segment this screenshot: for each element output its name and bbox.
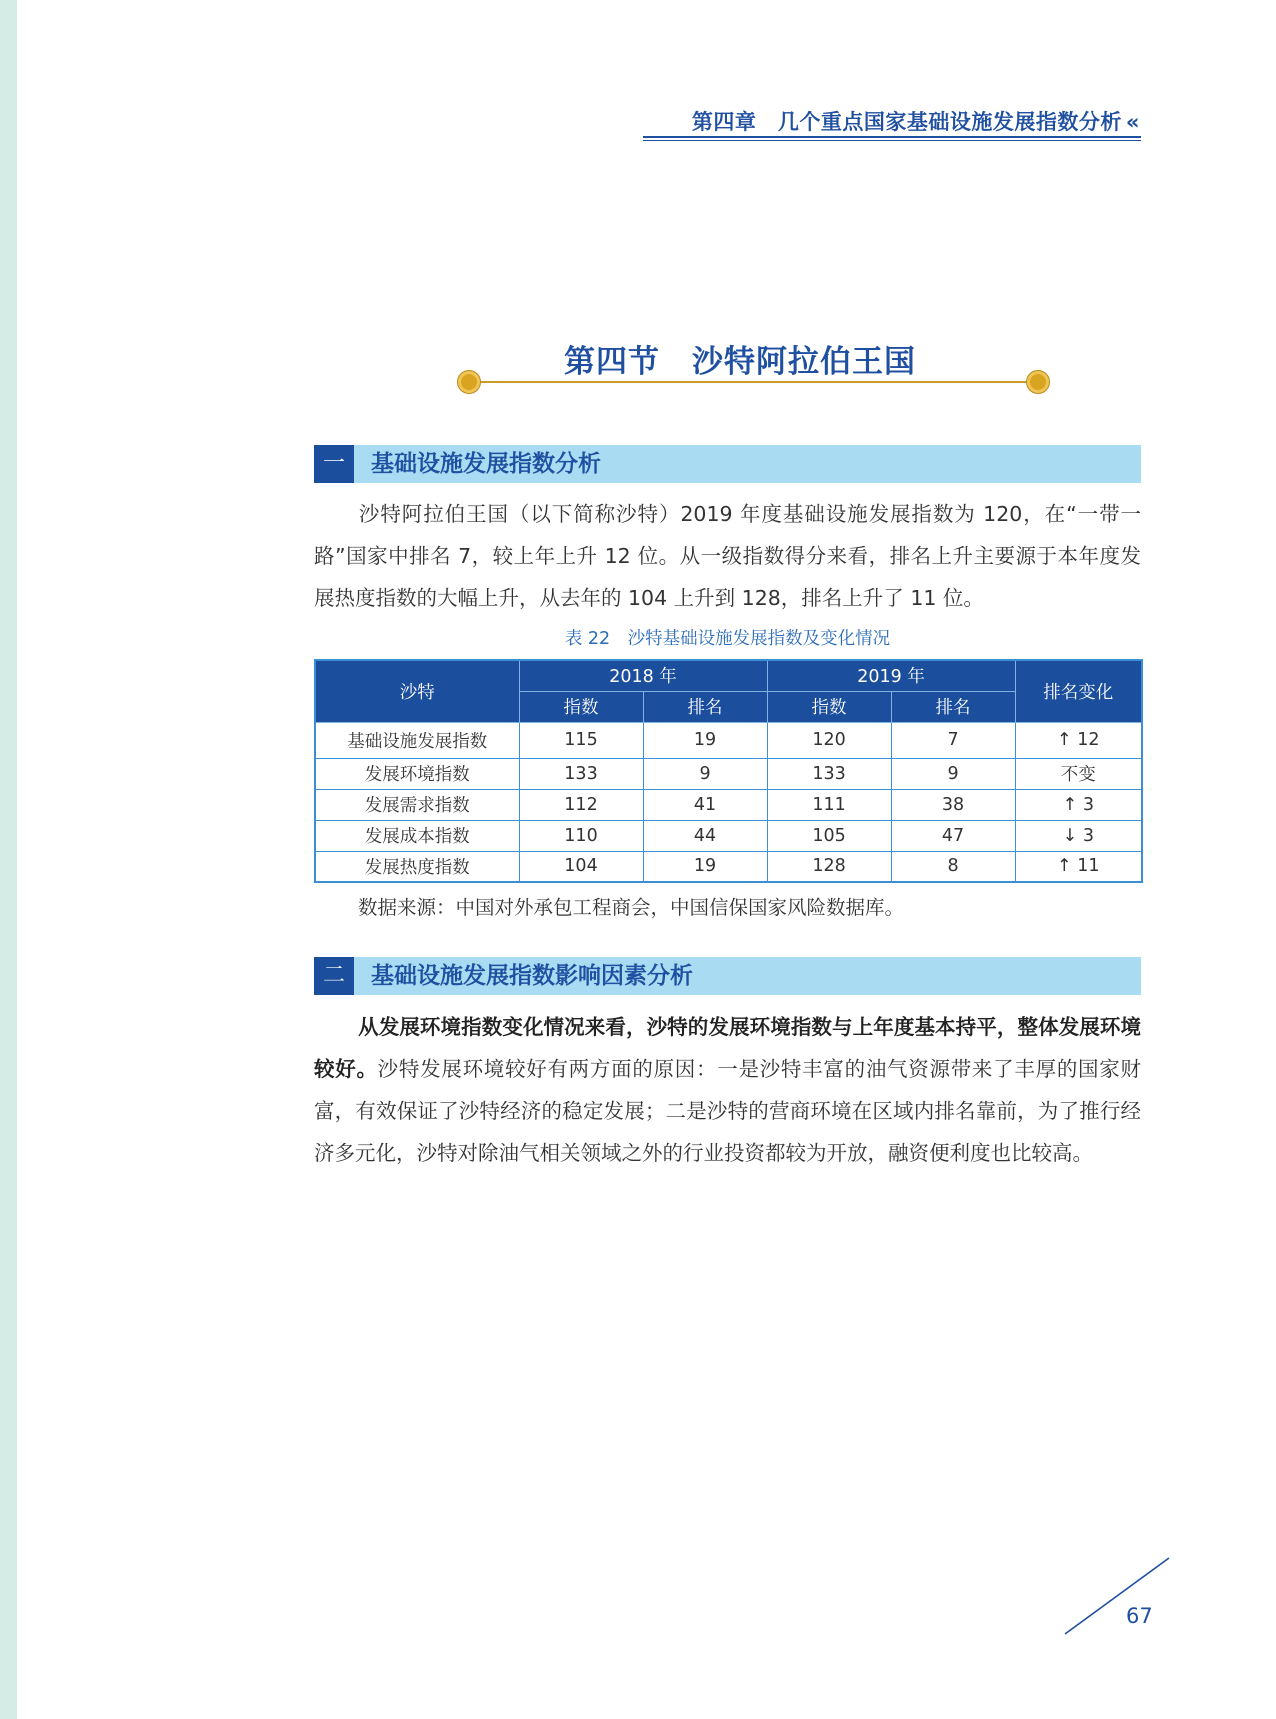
paragraph-2 (314, 1006, 1141, 1174)
section-title: 第四节 沙特阿拉伯王国 (564, 344, 916, 380)
running-header-title: 第四章 几个重点国家基础设施发展指数分析 (691, 110, 1122, 134)
cell-2019-rank: 7 (891, 722, 1015, 758)
cell-2018-rank: 9 (643, 758, 767, 789)
paragraph-2-text: 沙特发展环境较好有两方面的原因：一是沙特丰富的油气资源带来了丰厚的国家财富，有效保证了沙特经济的稳定发展；二是沙特的营商环境在区域内排名靠前，为了推行经济多元化，沙特对除油气相关领域之外的行业投资都较为开放，融资便利度也比较高。 (314, 1057, 1141, 1165)
cell-2019-rank: 8 (891, 851, 1015, 882)
cell-2019-rank: 9 (891, 758, 1015, 789)
row-label: 发展环境指数 (315, 758, 519, 789)
cell-rank-change: 不变 (1015, 758, 1142, 789)
subheading-2-number: 二 (314, 957, 354, 995)
page-corner-slash (1063, 1556, 1171, 1636)
title-underline (470, 381, 1036, 383)
cell-2018-rank: 19 (643, 722, 767, 758)
cell-2019-rank: 47 (891, 820, 1015, 851)
table-row (315, 789, 1142, 820)
row-label: 发展成本指数 (315, 820, 519, 851)
cell-2019-rank: 38 (891, 789, 1015, 820)
cell-2018-rank: 41 (643, 789, 767, 820)
cell-rank-change: ↑ 3 (1015, 789, 1142, 820)
row-label: 发展需求指数 (315, 789, 519, 820)
table-row (315, 820, 1142, 851)
cell-2018-index: 115 (519, 722, 643, 758)
subheading-1-text: 基础设施发展指数分析 (371, 451, 601, 477)
table-year-2018-header: 2018 年 (519, 660, 767, 691)
header-rule (643, 136, 1141, 138)
table-row (315, 722, 1142, 758)
cell-2019-index: 133 (767, 758, 891, 789)
paragraph-1-text: 沙特阿拉伯王国（以下简称沙特）2019 年度基础设施发展指数为 120，在“一带一路”国家中排名 7，较上年上升 12 位。从一级指数得分来看，排名上升主要源于本年度发展热度指数的大幅上升，从去年的 104 上升到 128，排名上升了 11 位。 (314, 502, 1141, 610)
cell-rank-change: ↑ 12 (1015, 722, 1142, 758)
table-row (315, 758, 1142, 789)
subheading-2 (314, 957, 1141, 995)
subheading-1-number: 一 (314, 445, 354, 483)
table-index-header: 指数 (767, 691, 891, 722)
table-year-2019-header: 2019 年 (767, 660, 1015, 691)
subheading-2-text: 基础设施发展指数影响因素分析 (371, 963, 693, 989)
page-edge-band (0, 0, 17, 1719)
double-chevron-icon: « (1125, 110, 1140, 134)
row-label: 发展热度指数 (315, 851, 519, 882)
cell-2018-rank: 19 (643, 851, 767, 882)
header-rule-thin (643, 140, 1141, 141)
paragraph-2-bold-lead: 从发展环境指数变化情况来看，沙特的发展环境指数与上年度基本持平，整体发展环境较好。 (314, 1015, 1141, 1081)
table-rank-header: 排名 (891, 691, 1015, 722)
paragraph-1 (314, 493, 1141, 619)
table-row (315, 851, 1142, 882)
row-label: 基础设施发展指数 (315, 722, 519, 758)
table-index-header: 指数 (519, 691, 643, 722)
cell-2018-index: 110 (519, 820, 643, 851)
cell-2018-rank: 44 (643, 820, 767, 851)
table-caption: 表 22 沙特基础设施发展指数及变化情况 (564, 629, 891, 649)
cell-2019-index: 105 (767, 820, 891, 851)
cell-2018-index: 104 (519, 851, 643, 882)
index-table (314, 659, 1143, 883)
cell-2019-index: 120 (767, 722, 891, 758)
cell-2018-index: 133 (519, 758, 643, 789)
subheading-1 (314, 445, 1141, 483)
cell-rank-change: ↑ 11 (1015, 851, 1142, 882)
title-ornament-left (458, 371, 480, 393)
title-ornament-right (1027, 371, 1049, 393)
cell-2019-index: 128 (767, 851, 891, 882)
table-corner-header: 沙特 (315, 660, 519, 722)
cell-rank-change: ↓ 3 (1015, 820, 1142, 851)
table-rank-header: 排名 (643, 691, 767, 722)
table-source-note: 数据来源：中国对外承包工程商会，中国信保国家风险数据库。 (358, 896, 905, 919)
cell-2019-index: 111 (767, 789, 891, 820)
running-header (600, 106, 1140, 136)
table-change-header: 排名变化 (1015, 660, 1142, 722)
page-number: 67 (1126, 1604, 1153, 1628)
cell-2018-index: 112 (519, 789, 643, 820)
